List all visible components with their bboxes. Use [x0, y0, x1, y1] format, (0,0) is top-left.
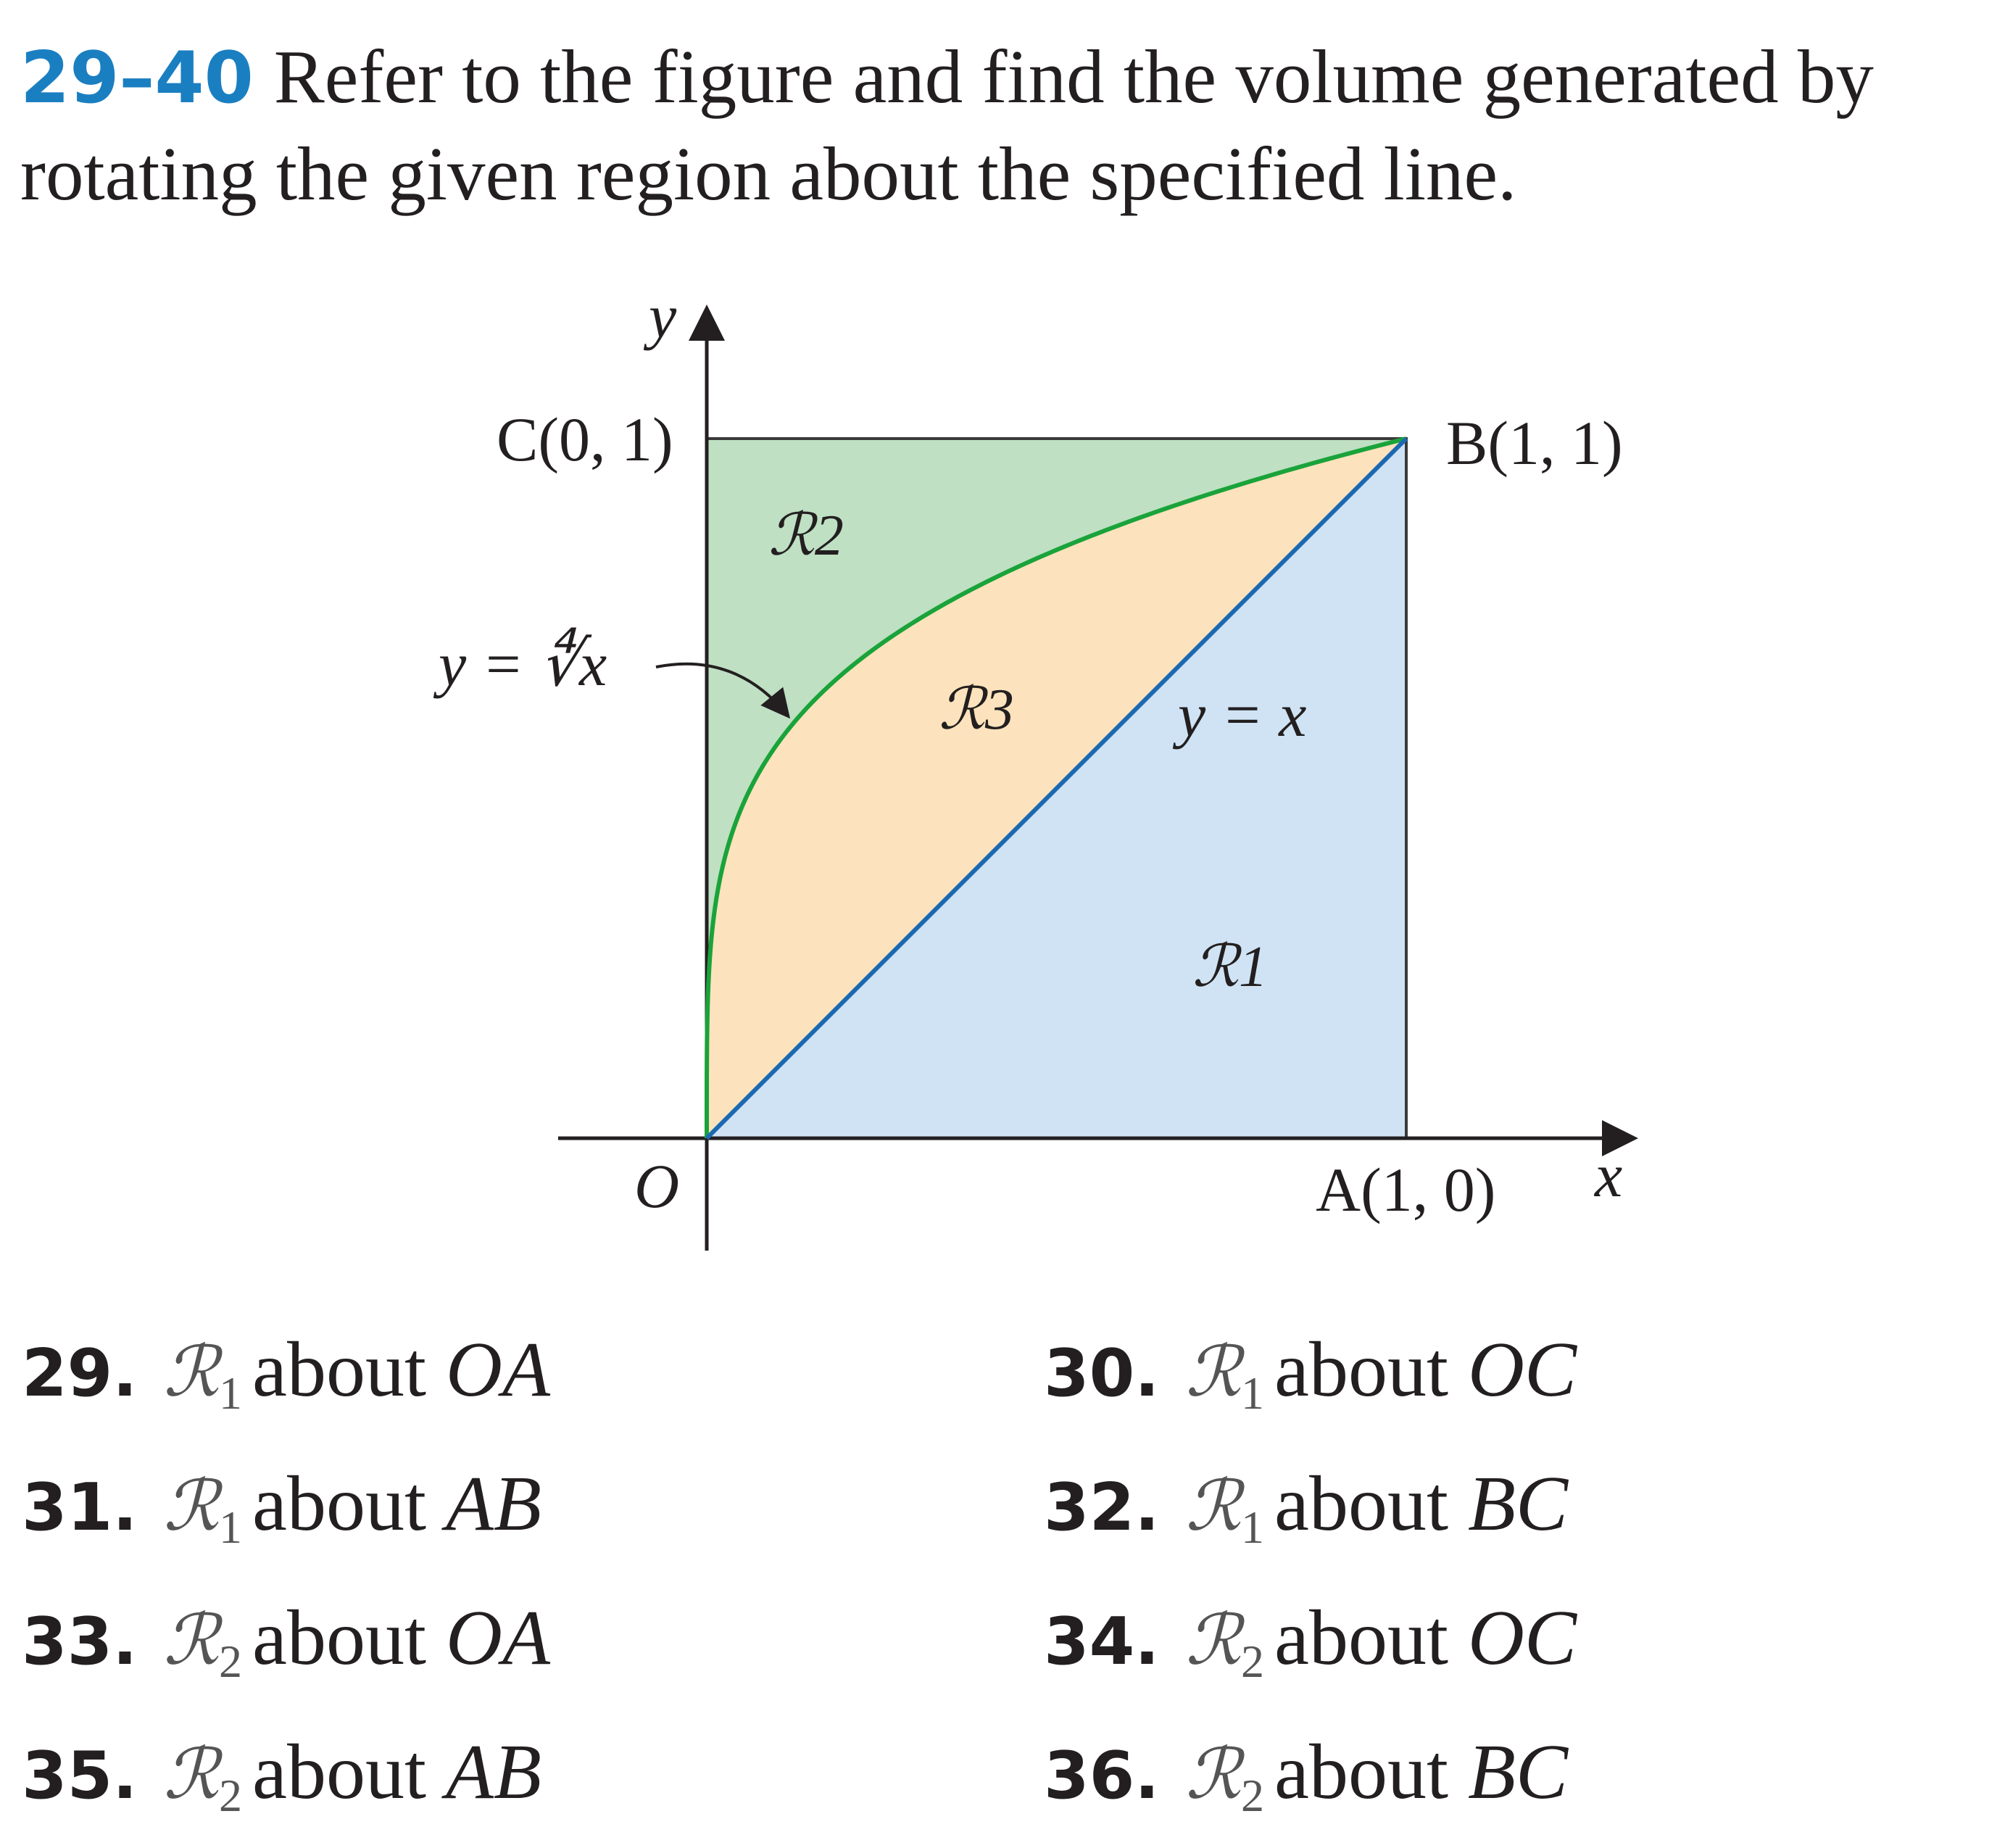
- problem-item: [22, 1729, 541, 1839]
- region-2-label: ℛ2: [768, 504, 844, 568]
- region-symbol: ℛ: [1185, 1733, 1242, 1815]
- axis-of-rotation: OA: [445, 1595, 550, 1681]
- problem-number: 32.: [1044, 1470, 1160, 1546]
- problem-number: 31.: [22, 1470, 138, 1546]
- problem-item: [1044, 1729, 1568, 1839]
- problem-number: 36.: [1044, 1738, 1160, 1814]
- axis-of-rotation: OC: [1467, 1595, 1577, 1681]
- region-subscript: 2: [1241, 1636, 1265, 1687]
- about-text: about: [1274, 1461, 1448, 1547]
- region-symbol: ℛ: [163, 1465, 220, 1546]
- about-text: about: [252, 1327, 426, 1413]
- point-b-label: B(1, 1): [1446, 408, 1623, 478]
- region-subscript: 2: [219, 1770, 243, 1821]
- problem-instructions: Refer to the figure and find the volume generated by rotating the given region about the specified line.: [20, 34, 1874, 216]
- region-symbol: ℛ: [1185, 1331, 1242, 1412]
- problem-number: 30.: [1044, 1335, 1160, 1412]
- about-text: about: [252, 1461, 426, 1547]
- problem-number: 29.: [22, 1335, 138, 1412]
- problem-range: 29–40: [20, 37, 254, 120]
- problem-item: [1044, 1595, 1577, 1705]
- axis-of-rotation: BC: [1467, 1461, 1568, 1547]
- problem-item: [1044, 1461, 1568, 1571]
- line-label: y = x: [1178, 680, 1307, 750]
- axis-of-rotation: OA: [445, 1327, 550, 1413]
- problem-number: 34.: [1044, 1604, 1160, 1680]
- region-subscript: 2: [1241, 1770, 1265, 1821]
- problem-item: [22, 1595, 550, 1705]
- problem-item: [1044, 1327, 1577, 1437]
- region-symbol: ℛ: [163, 1331, 220, 1412]
- x-axis-label: x: [1595, 1140, 1623, 1210]
- about-text: about: [1274, 1595, 1448, 1681]
- region-1-label: ℛ1: [1192, 935, 1268, 999]
- region-subscript: 2: [219, 1636, 243, 1687]
- axis-of-rotation: AB: [445, 1461, 541, 1547]
- about-text: about: [1274, 1327, 1448, 1413]
- region-subscript: 1: [219, 1501, 243, 1553]
- origin-label: O: [634, 1151, 680, 1221]
- problem-number: 33.: [22, 1604, 138, 1680]
- problem-item: [22, 1461, 541, 1571]
- y-axis-label: y: [649, 281, 677, 351]
- region-symbol: ℛ: [1185, 1465, 1242, 1546]
- axis-of-rotation: OC: [1467, 1327, 1577, 1413]
- axis-of-rotation: BC: [1467, 1729, 1568, 1815]
- region-symbol: ℛ: [163, 1599, 220, 1681]
- region-subscript: 1: [1241, 1367, 1265, 1419]
- axis-of-rotation: AB: [445, 1729, 541, 1815]
- region-subscript: 1: [1241, 1501, 1265, 1553]
- region-3-label: ℛ3: [939, 678, 1014, 742]
- problem-number: 35.: [22, 1738, 138, 1814]
- region-subscript: 1: [219, 1367, 243, 1419]
- region-symbol: ℛ: [1185, 1599, 1242, 1681]
- region-symbol: ℛ: [163, 1733, 220, 1815]
- about-text: about: [1274, 1729, 1448, 1815]
- point-a-label: A(1, 0): [1316, 1155, 1496, 1225]
- about-text: about: [252, 1595, 426, 1681]
- point-c-label: C(0, 1): [497, 405, 673, 474]
- about-text: about: [252, 1729, 426, 1815]
- problem-item: [22, 1327, 550, 1437]
- curve-label: y = ∜x: [439, 629, 607, 699]
